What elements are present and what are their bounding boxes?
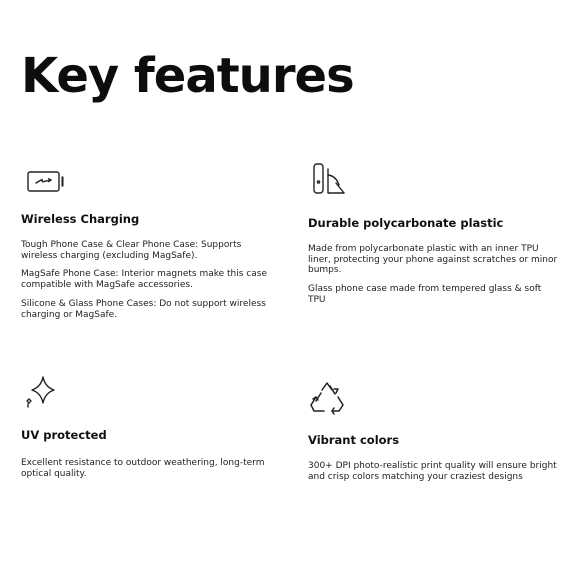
battery-charging-icon: [21, 163, 273, 213]
feature-description: Excellent resistance to outdoor weathering, long-term optical quality.: [21, 457, 265, 479]
feature-description: MagSafe Phone Case: Interior magnets make this case compatible with MagSafe accessories.: [21, 269, 267, 291]
feature-wireless-charging: [21, 163, 273, 329]
feature-durable-polycarbonate: [308, 163, 560, 314]
feature-title: Durable polycarbonate plastic: [308, 216, 504, 230]
feature-title: UV protected: [21, 428, 107, 442]
feature-description: Silicone & Glass Phone Cases: Do not support wireless charging or MagSafe.: [21, 298, 266, 320]
recycle-icon: [308, 380, 560, 434]
page-title: Key features: [21, 48, 354, 104]
feature-vibrant-colors: [308, 380, 560, 490]
feature-title: Wireless Charging: [21, 212, 140, 226]
feature-description: 300+ DPI photo-realistic print quality will ensure bright and crisp colors matching your craziest designs: [308, 460, 557, 482]
sparkle-icon: [21, 374, 273, 429]
feature-description: Glass phone case made from tempered glass & soft TPU: [308, 284, 542, 305]
feature-uv-protected: [21, 374, 273, 487]
feature-description: Tough Phone Case & Clear Phone Case: Supports wireless charging (excluding MagSafe).: [21, 239, 242, 261]
feature-description: Made from polycarbonate plastic with an inner TPU liner, protecting your phone against scratches or minor bumps.: [308, 243, 558, 276]
phone-case-icon: [308, 163, 560, 217]
feature-title: Vibrant colors: [308, 433, 400, 447]
